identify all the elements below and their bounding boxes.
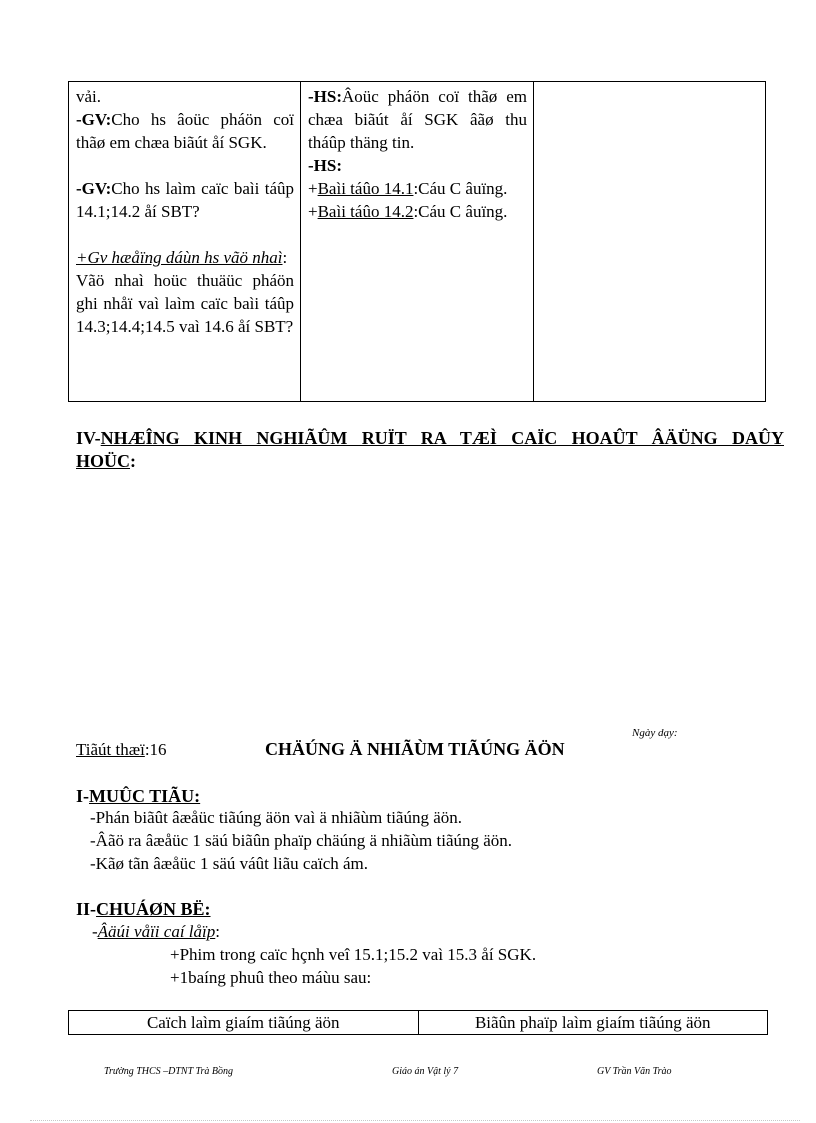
column-header: Caïch laìm giaím tiãúng äön [69, 1011, 419, 1035]
objective-item: -Phán biãût âæåüc tiãúng äön vaì ä nhiãùm tiãúng äön. [90, 808, 463, 827]
dash: - [92, 922, 98, 941]
footer-school: Trường THCS –DTNT Trà Bồng [104, 1066, 233, 1077]
student-response [308, 85, 527, 154]
preparation-item: +1baíng phuû theo máùu sau: [170, 968, 372, 987]
preparation-item: +Phim trong caïc hçnh veî 15.1;15.2 vaì 15.3 åí SGK. [170, 945, 537, 964]
activity-table [68, 81, 766, 402]
exercise-label: Baìi táûo 14.1 [317, 179, 414, 198]
colon: : [215, 922, 220, 941]
section2-heading [76, 898, 211, 921]
text: :Cáu C âuïng. [413, 179, 508, 198]
preparation-subheading [92, 920, 220, 943]
period-label [76, 738, 167, 761]
section4-title-cont: HOÜC [76, 451, 130, 471]
gv-label: -GV: [76, 179, 112, 198]
spacer [76, 154, 294, 177]
teacher-instruction [76, 177, 294, 223]
whole-class-label: Âäúi våïi caí låïp [97, 922, 216, 941]
noise-reduction-table [68, 1010, 768, 1035]
notes-cell [534, 82, 766, 402]
homework-label: +Gv hæåïng dáùn hs vãö nhaì [76, 248, 283, 267]
footer-teacher: GV Trần Văn Trào [597, 1066, 672, 1077]
lesson-title: CHÄÚNG Ä NHIÃÙM TIÃÚNG ÄÖN [265, 739, 565, 759]
hs-label: -HS: [308, 156, 342, 175]
section1-heading [76, 785, 200, 808]
text-line: vải. [76, 87, 102, 106]
gv-label: -GV: [76, 110, 112, 129]
period-text: Tiãút thæï [76, 740, 145, 759]
exercise-answer [308, 177, 527, 200]
section2-title: CHUÁØN BË: [96, 899, 211, 919]
text: Âoüc pháön coï thãø em chæa biãút åí SGK âãø thu tháûp thäng tin. [308, 87, 527, 152]
plus: + [308, 202, 318, 221]
section2-prefix: II- [76, 899, 97, 919]
section4-heading [76, 427, 784, 473]
hs-label: -HS: [308, 87, 342, 106]
section4-prefix: IV- [76, 428, 101, 448]
section4-line1 [76, 427, 784, 450]
exercise-answer [308, 200, 527, 223]
text: :Cáu C âuïng. [413, 202, 508, 221]
text: Cho hs âoüc pháön coï thãø em chæa biãút åí SGK. [76, 110, 294, 152]
text: Cho hs laìm caïc baìi táûp 14.1;14.2 åí SBT? [76, 179, 294, 221]
exercise-label: Baìi táûo 14.2 [317, 202, 414, 221]
page-edge-divider [30, 1120, 800, 1121]
homework-text: Vãö nhaì hoüc thuäüc pháön ghi nhåï vaì laìm caïc baìi táûp 14.3;14.4;14.5 vaì 14.6 åí SBT? [76, 271, 294, 336]
plus: + [308, 179, 318, 198]
student-activity-cell [301, 82, 534, 402]
column-header: Biãûn phaïp laìm giaím tiãúng äön [418, 1011, 768, 1035]
objectives-list [90, 806, 512, 875]
section1-title: MUÛC TIÃU: [89, 786, 201, 806]
section4-line2 [76, 450, 784, 473]
footer-subject: Giáo án Vật lý 7 [392, 1066, 459, 1077]
objective-item: -Âãö ra âæåüc 1 säú biãûn phaïp chäúng ä nhiãùm tiãúng äön. [90, 831, 513, 850]
preparation-list [170, 943, 536, 989]
section1-prefix: I- [76, 786, 89, 806]
teacher-instruction [76, 108, 294, 154]
homework-heading [76, 246, 294, 269]
spacer [76, 223, 294, 246]
teaching-date-label: Ngày dạy: [632, 727, 678, 739]
section4-title: NHÆÎNG KINH NGHIÃÛM RUÏT RA TÆÌ CAÏC HOAÛT ÂÄÜNG DAÛY [100, 428, 784, 448]
teacher-activity-cell [69, 82, 301, 402]
period-number: :16 [144, 740, 167, 759]
section4-colon: : [130, 451, 136, 471]
objective-item: -Kãø tãn âæåüc 1 säú váût liãu caïch ám. [90, 854, 369, 873]
colon: : [282, 248, 288, 267]
